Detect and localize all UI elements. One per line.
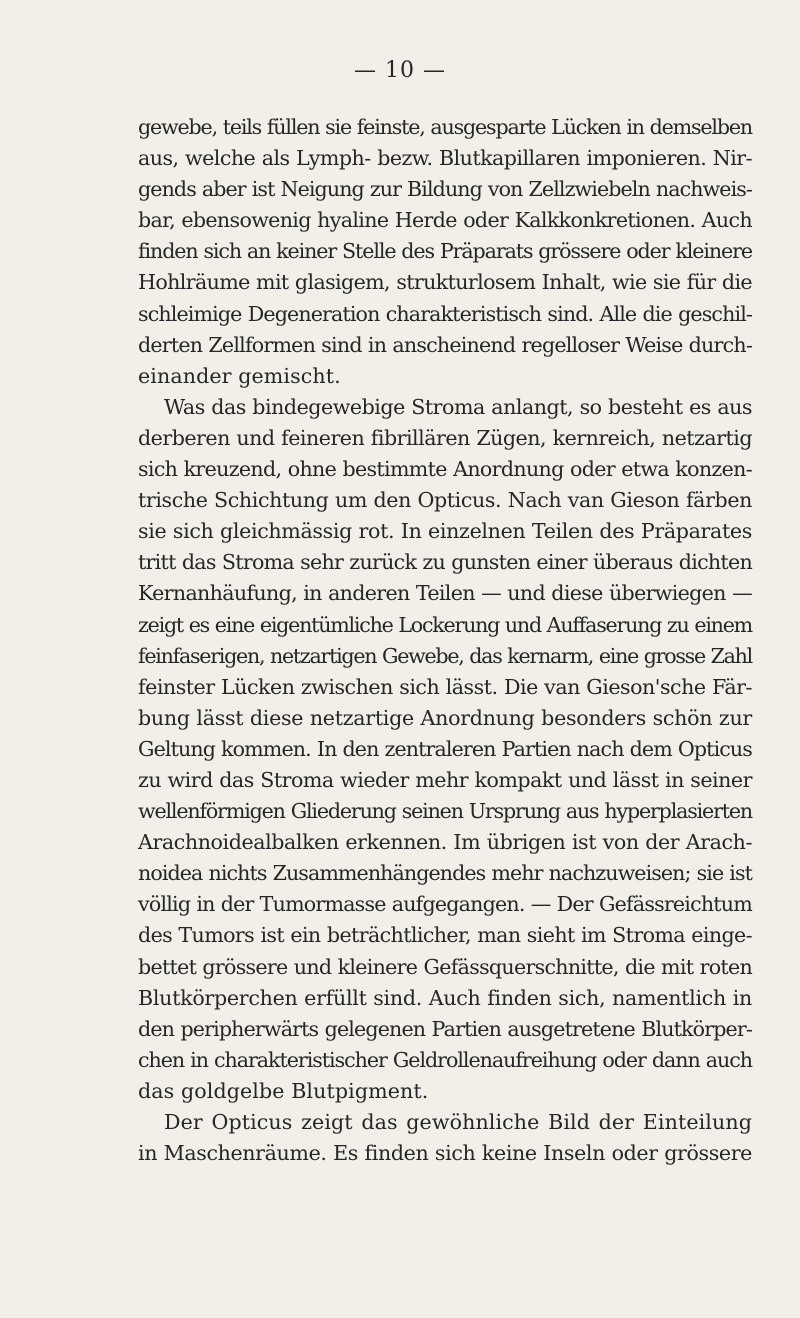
text-line: zeigt es eine eigentümliche Lockerung und Auffaserung zu einem	[138, 612, 752, 637]
text-line: schleimige Degeneration charakteristisch sind. Alle die geschil-	[138, 301, 752, 326]
text-line: Hohlräume mit glasigem, strukturlosem Inhalt, wie sie für die	[138, 270, 752, 295]
paragraph	[138, 112, 752, 392]
text-line: Was das bindegewebige Stroma anlangt, so besteht es aus	[164, 394, 752, 419]
text-line: wellenförmigen Gliederung seinen Ursprung aus hyperplasierten	[138, 799, 752, 824]
paragraph	[138, 1107, 752, 1169]
text-line: den peripherwärts gelegenen Partien ausgetretene Blutkörper-	[138, 1016, 752, 1041]
text-line: derberen und feineren fibrillären Zügen, kernreich, netzartig	[138, 425, 752, 450]
text-line: tritt das Stroma sehr zurück zu gunsten einer überaus dichten	[138, 550, 752, 575]
text-line: bettet grössere und kleinere Gefässquerschnitte, die mit roten	[138, 954, 752, 979]
text-line: in Maschenräume. Es finden sich keine Inseln oder grössere	[138, 1141, 752, 1166]
text-line: noidea nichts Zusammenhängendes mehr nachzuweisen; sie ist	[138, 861, 752, 886]
text-line: Kernanhäufung, in anderen Teilen — und diese überwiegen —	[138, 581, 752, 606]
text-line: finden sich an keiner Stelle des Präparats grössere oder kleinere	[138, 239, 752, 264]
body-text	[138, 112, 752, 1169]
paragraph	[138, 392, 752, 1107]
text-line: aus, welche als Lymph- bezw. Blutkapillaren imponieren. Nir-	[138, 146, 752, 171]
text-line: feinster Lücken zwischen sich lässt. Die van Gieson'sche Fär-	[138, 674, 752, 699]
text-line: sie sich gleichmässig rot. In einzelnen Teilen des Präparates	[138, 519, 752, 544]
text-line: sich kreuzend, ohne bestimmte Anordnung oder etwa konzen-	[138, 457, 752, 482]
text-line: derten Zellformen sind in anscheinend regelloser Weise durch-	[138, 332, 752, 357]
text-line: bung lässt diese netzartige Anordnung besonders schön zur	[138, 705, 752, 730]
text-line: Der Opticus zeigt das gewöhnliche Bild der Einteilung	[164, 1110, 752, 1134]
text-line: zu wird das Stroma wieder mehr kompakt und lässt in seiner	[138, 767, 752, 792]
text-line: völlig in der Tumormasse aufgegangen. — Der Gefässreichtum	[138, 892, 752, 917]
text-line: Blutkörperchen erfüllt sind. Auch finden sich, namentlich in	[138, 985, 752, 1010]
text-line: Arachnoidealbalken erkennen. Im übrigen ist von der Arach-	[138, 830, 752, 855]
text-line: Geltung kommen. In den zentraleren Partien nach dem Opticus	[138, 736, 752, 761]
text-line: trische Schichtung um den Opticus. Nach van Gieson färben	[138, 488, 752, 513]
page-number: — 10 —	[354, 58, 446, 83]
text-line: des Tumors ist ein beträchtlicher, man sieht im Stroma einge-	[138, 923, 752, 948]
text-line: feinfaserigen, netzartigen Gewebe, das kernarm, eine grosse Zahl	[138, 643, 752, 668]
text-line: das goldgelbe Blutpigment.	[138, 1078, 429, 1103]
text-line: gewebe, teils füllen sie feinste, ausgesparte Lücken in demselben	[138, 115, 752, 139]
text-line: bar, ebensowenig hyaline Herde oder Kalkkonkretionen. Auch	[138, 208, 752, 233]
text-line: gends aber ist Neigung zur Bildung von Zellzwiebeln nachweis-	[138, 177, 752, 202]
text-line: einander gemischt.	[138, 363, 341, 388]
text-line: chen in charakteristischer Geldrollenaufreihung oder dann auch	[138, 1047, 752, 1072]
